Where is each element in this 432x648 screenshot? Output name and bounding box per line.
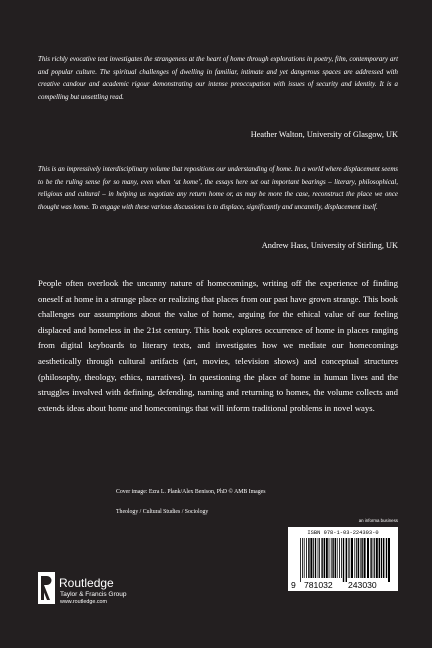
informa-business-tag: an informa business — [358, 518, 398, 523]
endorsement-quote-2: This is an impressively interdisciplinary volume that repositions our understanding of home. In a world where displacement seems to be the ruling sense for so many, even when ‘at home’, the essays here set out important bearings – literary, philosophical, religious and cultural – in helping us negotiate any return home or, as may be more the case, reconstruct the place we once thought was home. To engage with these various discussions is to displace, significantly and uncannily, displacement itself. — [38, 166, 398, 211]
cover-image-credit: Cover image: Ezra L. Plank/Alex Benison, PhD © AMB Images — [116, 489, 266, 495]
barcode-bars — [298, 538, 392, 582]
endorsement-quote-1: This richly evocative text investigates the strangeness at the heart of home through explorations in poetry, film, contemporary art and popular culture. The spiritual challenges of dwelling in familiar, intimate and yet dangerous spaces are addressed with creative candour and academic rigour demonstrating our intense preoccupation with issues of security and identity. It is a compelling but unsettling read. — [38, 56, 398, 101]
barcode-digit-first: 9 — [291, 580, 296, 590]
barcode-digit-group-2: 243030 — [348, 580, 377, 590]
publisher-url[interactable]: www.routledge.com — [60, 599, 108, 605]
barcode-digit-group-1: 781032 — [304, 580, 333, 590]
endorsement-attribution-2: Andrew Hass, University of Stirling, UK — [261, 241, 398, 250]
publisher-name: Routledge — [59, 576, 114, 590]
routledge-r-icon — [38, 572, 55, 604]
isbn-barcode — [288, 527, 398, 591]
subject-categories: Theology / Cultural Studies / Sociology — [116, 509, 209, 515]
book-description: People often overlook the uncanny nature of homecomings, writing off the experience of finding oneself at home in a strange place or realizing that places from our past have grown strange. This book challenges our assumptions about the value of home, arguing for the ethical value of our feeling displaced and homeless in the 21st century. This book explores occurrence of home in places ranging from digital keyboards to literary texts, and investigates how we mediate our homecomings aesthetically through cultural artifacts (art, movies, television shows) and conceptual structures (philosophy, theology, ethics, narratives). In questioning the place of home in human lives and the struggles involved with defining, defending, naming and returning to homes, the volume collects and extends ideas about home and homecomings that will inform traditional problems in novel ways. — [38, 278, 398, 413]
endorsement-attribution-1: Heather Walton, University of Glasgow, UK — [250, 130, 398, 139]
isbn-label: ISBN 978-1-03-224303-0 — [307, 530, 379, 536]
publisher-group: Taylor & Francis Group — [60, 590, 127, 598]
